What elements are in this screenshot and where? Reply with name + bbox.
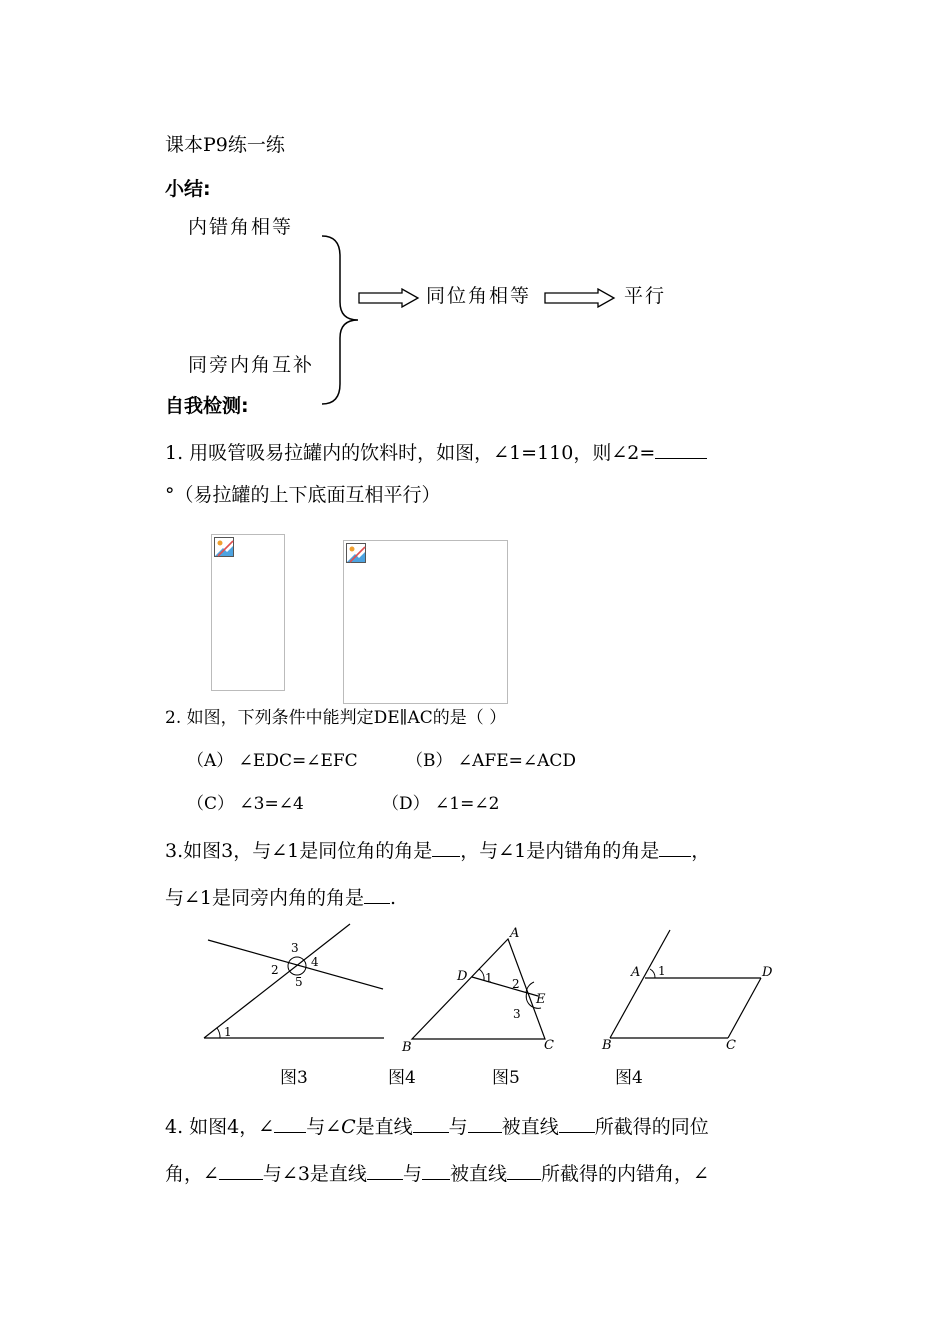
- question-3-part: 与∠1是同旁内角的角是: [165, 887, 365, 909]
- option-b[interactable]: （B） ∠AFE=∠ACD: [406, 751, 577, 771]
- figure-3-label: 5: [295, 975, 303, 989]
- question-1-line2: °（易拉罐的上下底面互相平行）: [165, 484, 441, 506]
- broken-image-icon: [214, 537, 234, 557]
- answer-blank[interactable]: [413, 1113, 449, 1133]
- figure-4-label: E: [536, 992, 546, 1007]
- question-1-text: [165, 439, 707, 463]
- question-4-part: 角，∠: [165, 1163, 219, 1185]
- angle-mark: [650, 969, 655, 978]
- answer-blank[interactable]: [364, 884, 390, 904]
- question-4-line1: [165, 1113, 709, 1137]
- summary-title: 小结:: [165, 178, 211, 200]
- summary-item-alternate: 内错角相等: [188, 216, 294, 238]
- summary-result: 平行: [624, 285, 667, 307]
- figure-4-label: D: [457, 969, 468, 984]
- question-4-part: 是直线: [355, 1116, 413, 1138]
- figure-3-label: 2: [271, 963, 279, 977]
- broken-image-icon: [346, 543, 366, 563]
- option-d[interactable]: （D） ∠1=∠2: [382, 794, 500, 814]
- arrow-icon: [544, 288, 616, 308]
- figure-3-label: 3: [291, 941, 299, 955]
- broken-image-straw: [343, 540, 508, 704]
- figure-5-label: 1: [658, 964, 666, 978]
- figure-4-label: C: [544, 1038, 554, 1053]
- question-4-part: 与: [402, 1163, 422, 1185]
- figure-4-label: A: [510, 926, 520, 941]
- figure-5-line: [610, 930, 670, 1038]
- question-4-part: 被直线: [501, 1116, 559, 1138]
- question-3-line1: [165, 837, 710, 861]
- figure-5-caption: 图5: [492, 1068, 520, 1088]
- question-4-part: 所截得的内错角，∠: [540, 1163, 709, 1185]
- broken-image-can: [211, 534, 285, 691]
- question-4-part: 所截得的同位: [594, 1116, 709, 1138]
- angle-mark: [217, 1028, 220, 1038]
- question-3-part: .: [390, 887, 397, 909]
- figure-3-line: [204, 924, 350, 1038]
- question-4-part: 4. 如图4，∠: [165, 1116, 275, 1138]
- answer-blank[interactable]: [422, 1160, 450, 1180]
- figure-4-label: 3: [513, 1007, 521, 1021]
- question-1-stem: 1. 用吸管吸易拉罐内的饮料时，如图，∠1=110，则∠2=: [165, 442, 656, 464]
- answer-blank[interactable]: [468, 1113, 502, 1133]
- answer-blank[interactable]: [507, 1160, 541, 1180]
- answer-blank[interactable]: [367, 1160, 403, 1180]
- answer-blank[interactable]: [432, 837, 460, 857]
- practice-line: 课本P9练一练: [165, 134, 285, 156]
- option-a[interactable]: （A） ∠EDC=∠EFC: [187, 751, 358, 771]
- answer-blank[interactable]: [559, 1113, 595, 1133]
- answer-blank[interactable]: [274, 1113, 306, 1133]
- figure-4-label: 2: [512, 977, 520, 991]
- question-3-line2: [165, 884, 396, 908]
- option-c[interactable]: （C） ∠3=∠4: [187, 794, 304, 814]
- figure-4-triangle: [412, 939, 545, 1039]
- question-2-stem: 2. 如图，下列条件中能判定DE∥AC的是（ ）: [165, 708, 507, 728]
- question-4-part: 与∠: [306, 1116, 342, 1138]
- figure-4b-caption: 图4: [615, 1068, 643, 1088]
- figure-5-label: A: [631, 965, 641, 980]
- figure-5: [598, 920, 788, 1055]
- figure-5-label: B: [602, 1038, 612, 1053]
- figure-4-label: 1: [485, 971, 493, 985]
- angle-mark: [479, 969, 484, 980]
- question-4-part: C: [341, 1116, 356, 1138]
- question-4-part: 被直线: [449, 1163, 507, 1185]
- summary-brace: [318, 232, 366, 410]
- question-3-part: ，: [691, 840, 711, 862]
- arrow-icon: [358, 288, 420, 308]
- summary-item-cointerior: 同旁内角互补: [188, 354, 315, 376]
- answer-blank[interactable]: [659, 837, 691, 857]
- summary-corresponding: 同位角相等: [426, 285, 532, 307]
- answer-blank[interactable]: [219, 1160, 263, 1180]
- answer-blank[interactable]: [655, 439, 707, 459]
- figure-4-label: B: [402, 1040, 412, 1055]
- figure-4-caption: 图4: [388, 1068, 416, 1088]
- figure-3: [200, 920, 390, 1048]
- question-3-part: 3.如图3，与∠1是同位角的角是: [165, 840, 433, 862]
- figure-5-label: D: [762, 965, 773, 980]
- self-test-title: 自我检测:: [165, 395, 249, 417]
- figure-3-label: 4: [311, 955, 319, 969]
- figure-5-line: [728, 978, 761, 1038]
- question-4-part: 与∠3是直线: [262, 1163, 367, 1185]
- figure-3-label: 1: [224, 1025, 232, 1039]
- figure-5-label: C: [726, 1038, 736, 1053]
- figure-3-caption: 图3: [280, 1068, 308, 1088]
- figure-4: [395, 920, 565, 1055]
- question-4-part: 与: [448, 1116, 468, 1138]
- question-4-line2: [165, 1160, 709, 1184]
- question-3-part: ，与∠1是内错角的角是: [460, 840, 660, 862]
